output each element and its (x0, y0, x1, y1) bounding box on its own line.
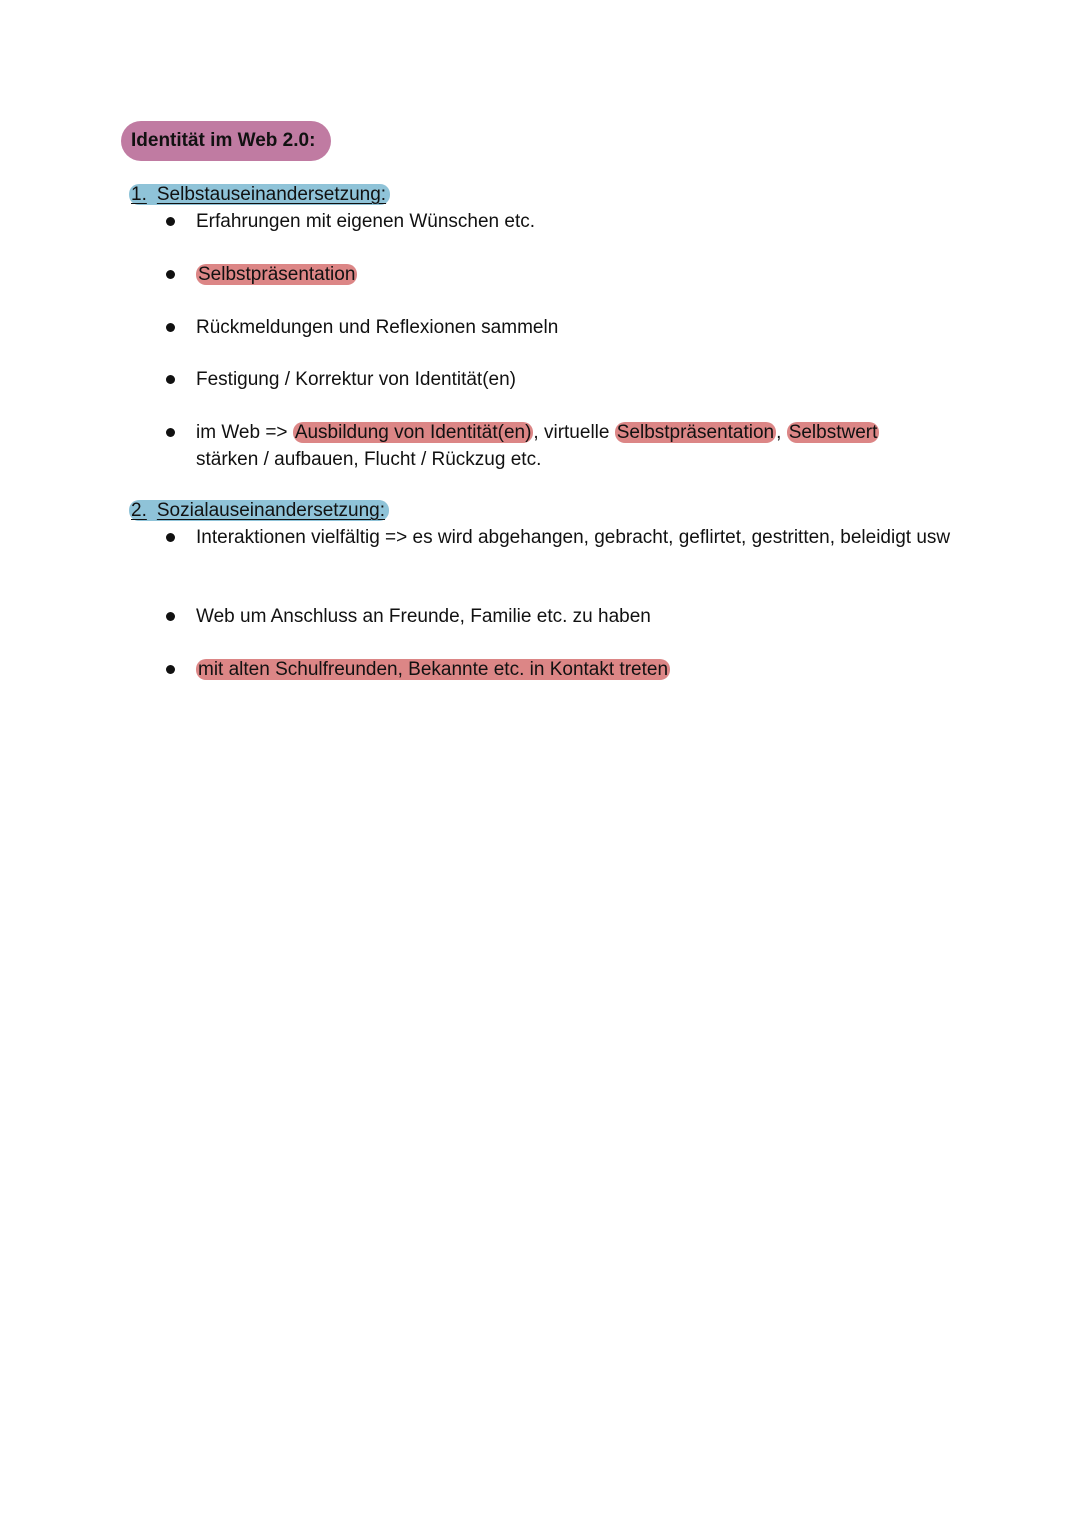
bullet-icon (166, 533, 175, 542)
page-title (121, 121, 331, 161)
section-heading-2-highlight (129, 500, 389, 521)
section-number-2: 2. (131, 500, 147, 521)
list-item (196, 314, 976, 341)
section-title-2: Sozialauseinandersetzung: (156, 500, 386, 521)
bullet-icon (166, 270, 175, 279)
highlighted-text: Selbstwert (788, 422, 878, 443)
list-item (196, 419, 976, 473)
bullet-icon (166, 217, 175, 226)
list-item-text: Festigung / Korrektur von Identität(en) (196, 369, 516, 390)
section-number-1: 1. (131, 184, 147, 205)
section-heading-1-highlight (129, 184, 390, 205)
list-item-text: Rückmeldungen und Reflexionen sammeln (196, 317, 559, 338)
list-item-text: Web um Anschluss an Freunde, Familie etc. zu haben (196, 606, 651, 627)
list-item (196, 261, 976, 288)
bullet-icon (166, 375, 175, 384)
list-item (196, 524, 976, 551)
highlighted-text: Ausbildung von Identität(en) (294, 422, 532, 443)
section-heading-1 (129, 183, 390, 207)
list-item (196, 603, 976, 630)
list-item-text: , (776, 422, 782, 443)
list-item (196, 208, 976, 235)
section-heading-2 (129, 499, 389, 523)
list-item-prefix: im Web => (196, 422, 288, 443)
bullet-icon (166, 665, 175, 674)
list-item-text: , virtuelle (533, 422, 610, 443)
highlighted-text: mit alten Schulfreunden, Bekannte etc. in Kontakt treten (198, 659, 669, 680)
bullet-icon (166, 612, 175, 621)
section-title-1: Selbstauseinandersetzung: (156, 184, 387, 205)
bullet-icon (166, 428, 175, 437)
list-item (196, 656, 976, 683)
list-item (196, 366, 976, 393)
highlighted-text: Selbstpräsentation (198, 264, 356, 285)
page-title-text: Identität im Web 2.0: (131, 130, 316, 151)
list-item-text: Interaktionen vielfältig => es wird abgehangen, gebracht, geflirtet, gestritten, beleidigt usw (196, 527, 951, 548)
list-item-text: stärken / aufbauen, Flucht / Rückzug etc. (196, 449, 542, 470)
bullet-icon (166, 323, 175, 332)
list-item-text: Erfahrungen mit eigenen Wünschen etc. (196, 211, 536, 232)
highlighted-text: Selbstpräsentation (616, 422, 775, 443)
